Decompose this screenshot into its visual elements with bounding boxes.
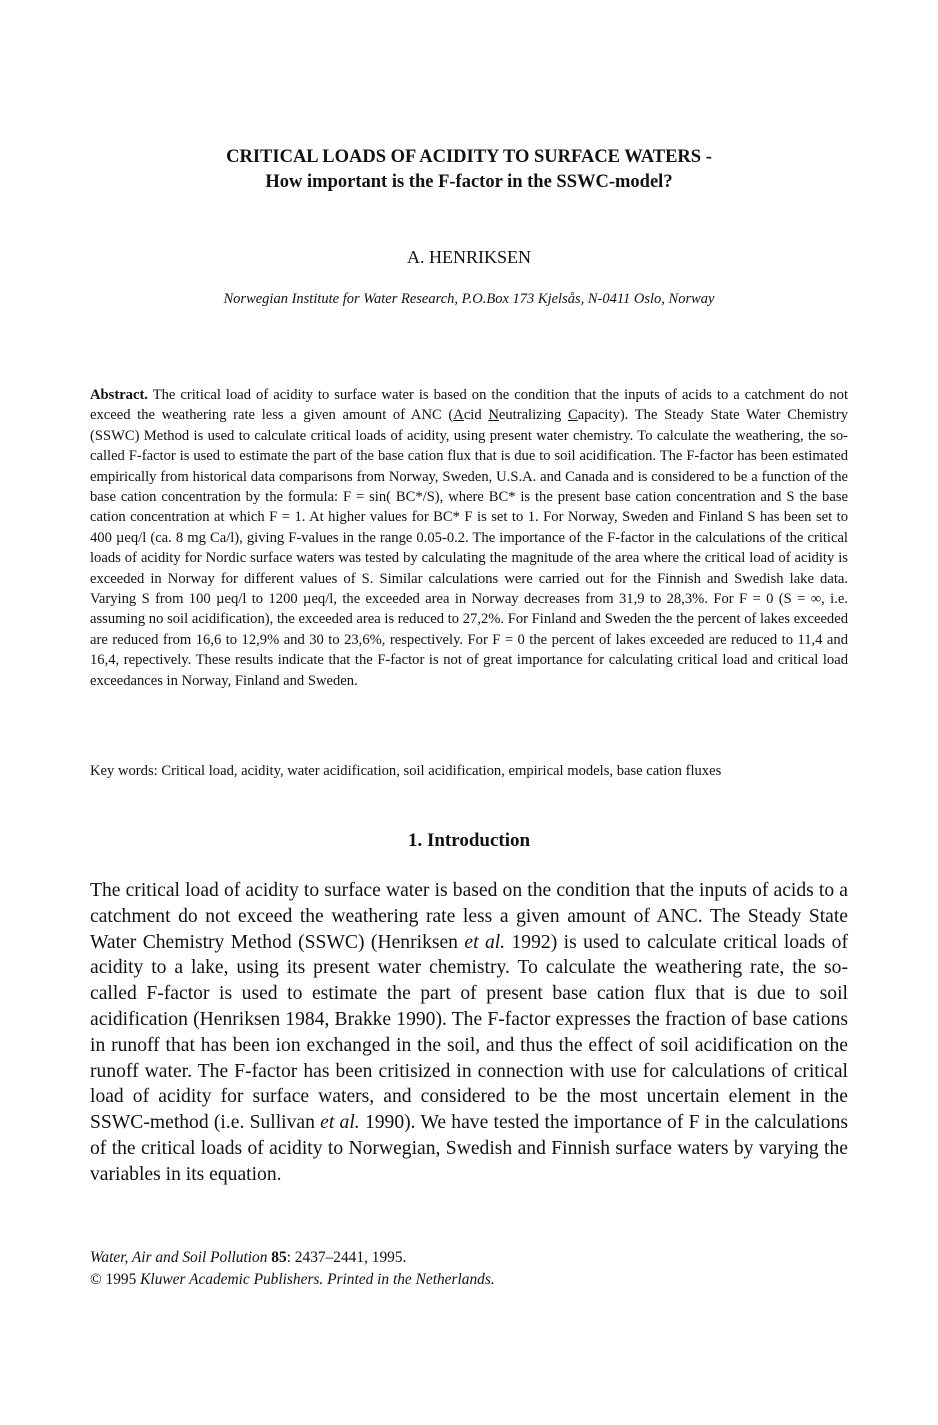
intro-text-3: 1990). We have tested the importance of F in the calculations of the critical loads of acidity to Norwegian, Swedish and Finnish surface waters by varying the variables in its equation. [90, 1112, 848, 1185]
journal-citation [90, 1247, 848, 1269]
citation-footer [90, 1247, 848, 1291]
citation-et-al-1: et al. [464, 931, 506, 953]
intro-text-1: The critical load of acidity to surface water is based on the condition that the inputs of acids to a catchment do not exceed the weathering rate less a given amount of ANC. The Steady State Water Chemistry Method (SSWC) (Henriksen [90, 880, 848, 953]
acronym-capacity-rest: apacity). [577, 407, 635, 424]
journal-volume: 85 [271, 1249, 287, 1266]
abstract-text-2: The Steady State Water Chemistry (SSWC) Method is used to calculate critical loads of acidity, using present water chemistry. To calculate the weathering, the so-called F-factor is used to estimate the part of the base cation flux that is due to soil acidification. The F-factor has been estimated empirically from historical data comparisons from Norway, Sweden, U.S.A. and Canada and is considered to be a function of the base cation concentration by the formula: F = sin( BC*/S), where BC* is the present base cation concentration and S the base cation concentration at which F = 1. At higher values for BC* F is set to 1. For Norway, Sweden and Finland S has been set to 400 µeq/l (ca. 8 mg Ca/l), giving F-values in the range 0.05-0.2. The importance of the F-factor in the calculations of the critical loads of acidity for Nordic surface waters was tested by calculating the magnitude of the area where the critical load of acidity is exceeded in Norway for different values of S. Similar calculations were carried out for the Finnish and Swedish lake data. Varying S from 100 µeq/l to 1200 µeq/l, the exceeded area in Norway decreases from 31,9 to 28,3%. For F = 0 (S = ∞, i.e. assuming no soil acidification), the exceeded area is reduced to 27,2%. For Finland and Sweden the the percent of lakes exceeded are reduced from 16,6 to 12,9% and 30 to 23,6%, respectively. For F = 0 the percent of lakes exceeded are reduced to 11,4 and 16,4, repectively. These results indicate that the F-factor is not of great importance for calculating critical load and critical load exceedances in Norway, Finland and Sweden. [90, 407, 848, 689]
acronym-n: N [488, 407, 499, 424]
keywords: Key words: Critical load, acidity, water acidification, soil acidification, empirical models, base cation fluxes [90, 763, 722, 779]
journal-pages: : 2437–2441, 1995. [286, 1249, 407, 1266]
introduction-paragraph [90, 878, 848, 1188]
copyright-line [90, 1269, 848, 1291]
section-heading: 1. Introduction [407, 830, 531, 851]
journal-name: Water, Air and Soil Pollution [90, 1249, 268, 1266]
paper-title [90, 145, 848, 195]
acronym-a: A [453, 407, 464, 424]
citation-et-al-2: et al. [320, 1112, 360, 1134]
copyright-symbol: © 1995 [90, 1271, 141, 1288]
title-line-2: How important is the F-factor in the SSWC-model? [265, 172, 673, 192]
title-line-1: CRITICAL LOADS OF ACIDITY TO SURFACE WATERS - [226, 147, 712, 167]
abstract-text-1: The critical load of acidity to surface water is based on the condition that the inputs of acids to a catchment do not exceed the weathering rate less a given amount of ANC ( [90, 387, 848, 424]
acronym-c: C [567, 407, 578, 424]
abstract-label: Abstract. [90, 387, 148, 403]
author-name: A. HENRIKSEN [407, 247, 531, 267]
intro-text-2: 1992) is used to calculate critical loads of acidity to a lake, using its present water chemistry. To calculate the weathering rate, the so-called F-factor is used to estimate the part of present base cation flux that is due to soil acidification (Henriksen 1984, Brakke 1990). The F-factor expresses the fraction of base cations in runoff that has been ion exchanged in the soil, and thus the effect of soil acidification on the runoff water. The F-factor has been critisized in connection with use for calculations of critical load of acidity for surface waters, and considered to be the most uncertain element in the SSWC-method (i.e. Sullivan [90, 931, 848, 1134]
publisher: Kluwer Academic Publishers. Printed in the Netherlands. [140, 1271, 495, 1288]
abstract [90, 385, 848, 691]
acronym-neutralizing-rest: eutralizing [498, 407, 568, 424]
acronym-acid-rest: cid [463, 407, 489, 424]
author-affiliation: Norwegian Institute for Water Research, P.O.Box 173 Kjelsås, N-0411 Oslo, Norway [223, 291, 715, 307]
